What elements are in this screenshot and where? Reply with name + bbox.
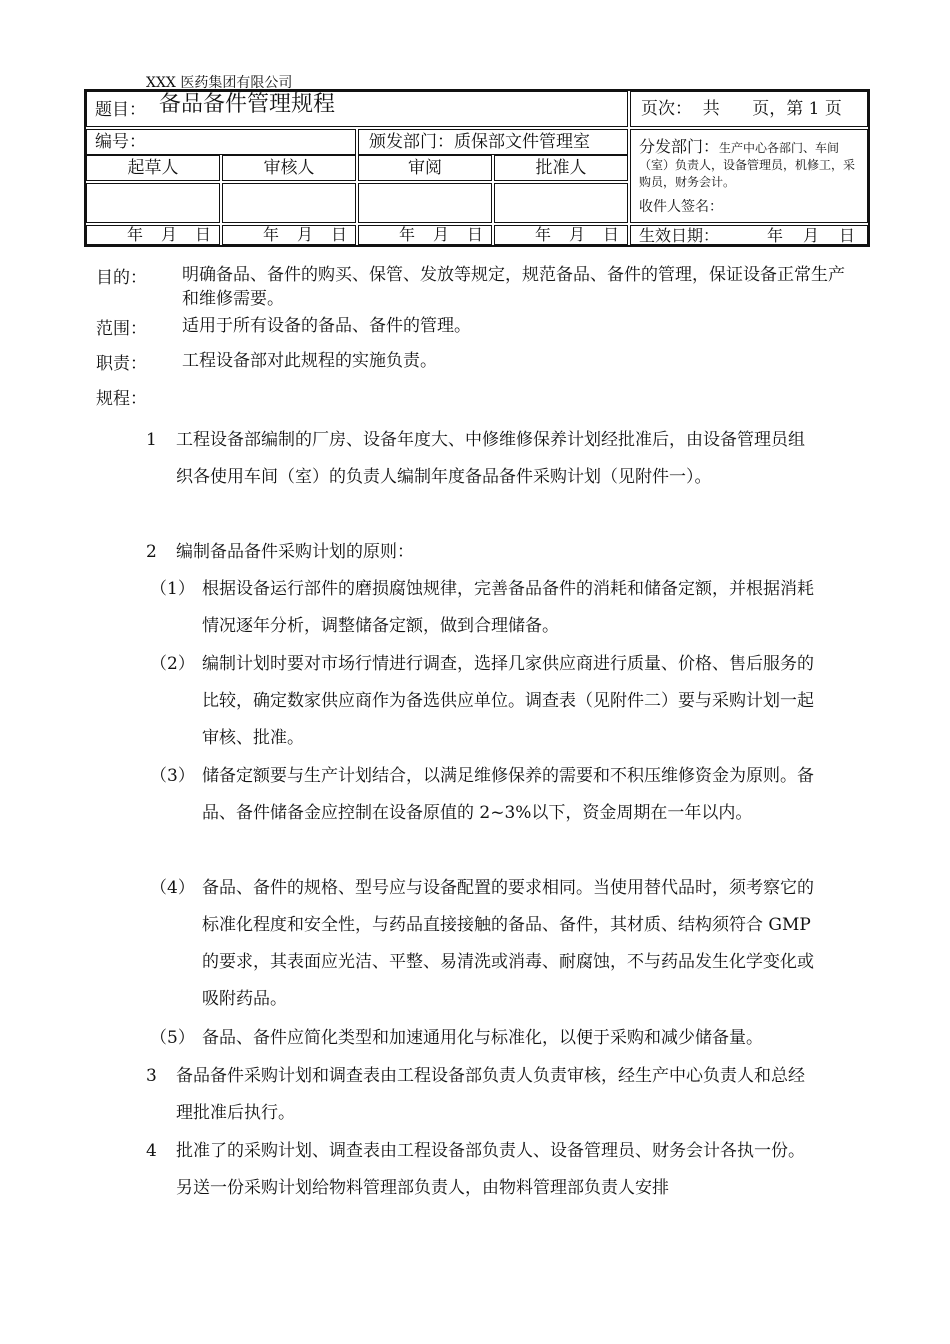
approver-signature [494,183,628,223]
item-number: 4 [146,1141,157,1161]
item-number: （5） [150,1028,195,1048]
scope-text: 适用于所有设备的备品、备件的管理。 [182,316,471,336]
distribution-list: 生产中心各部门、车间（室）负责人，设备管理员，机修工，采购员，财务会计。 [639,141,856,189]
issuing-dept: 颁发部门：质保部文件管理室 [369,132,590,152]
role-inspector: 审阅 [358,155,492,181]
item-text: 编制计划时要对市场行情进行调查，选择几家供应商进行质量、价格、售后服务的比较，确定数家供应商作为备选供应单位。调查表（见附件二）要与采购计划一起审核、批准。 [202,654,814,748]
drafter-signature [86,183,220,223]
title-cell [86,91,628,127]
reviewer-date: 年 月 日 [222,225,356,245]
item-text: 备品、备件应简化类型和加速通用化与标准化，以便于采购和减少储备量。 [202,1028,763,1048]
item-text: 批准了的采购计划、调查表由工程设备部负责人、设备管理员、财务会计各执一份。另送一份采购计划给物料管理部负责人，由物料管理部负责人安排 [176,1141,805,1198]
company-name: XXX 医药集团有限公司 [146,75,293,91]
duty-label: 职责： [96,354,147,374]
scope-label: 范围： [96,319,147,339]
title-label: 题目： [95,100,146,120]
issuing-dept-cell [358,129,628,155]
item-number: （2） [150,654,195,674]
document-title: 备品备件管理规程 [159,92,336,117]
purpose-label: 目的： [96,268,147,288]
item-text: 备品备件采购计划和调查表由工程设备部负责人负责审核，经生产中心负责人和总经理批准后执行。 [176,1066,805,1123]
item-text: 根据设备运行部件的磨损腐蚀规律，完善备品备件的消耗和储备定额，并根据消耗情况逐年分析，调整储备定额，做到合理储备。 [202,579,814,636]
effective-date-cell: 生效日期： 年 月 日 [630,225,868,245]
receiver-sign-label: 收件人签名： [639,199,723,215]
item-number: 1 [146,430,157,450]
number-label: 编号： [95,132,146,152]
distribution-cell [630,129,868,223]
purpose-section [0,263,950,313]
item-text: 储备定额要与生产计划结合，以满足维修保养的需要和不积压维修资金为原则。备品、备件储备金应控制在设备原值的 2~3%以下，资金周期在一年以内。 [202,766,814,823]
distribution-label: 分发部门： [639,137,720,156]
effective-date-label: 生效日期： [639,226,720,245]
item-text: 编制备品备件采购计划的原则： [176,542,414,562]
item-number: （1） [150,579,195,599]
procedure-section [0,384,950,410]
page-info-cell [630,91,868,127]
purpose-text: 明确备品、备件的购买、保管、发放等规定，规范备品、备件的管理，保证设备正常生产和维修需要。 [182,265,845,309]
role-approver: 批准人 [494,155,628,181]
inspector-signature [358,183,492,223]
drafter-date: 年 月 日 [86,225,220,245]
duty-section [0,349,950,375]
duty-text: 工程设备部对此规程的实施负责。 [182,351,437,371]
number-cell [86,129,356,155]
item-number: 3 [146,1066,157,1086]
reviewer-signature [222,183,356,223]
inspector-date: 年 月 日 [358,225,492,245]
page-info: 页次： 共 页，第 1 页 [641,99,842,119]
item-number: （3） [150,766,195,786]
procedure-label: 规程： [96,389,147,409]
item-number: （4） [150,878,195,898]
item-text: 备品、备件的规格、型号应与设备配置的要求相同。当使用替代品时，须考察它的标准化程度和安全性，与药品直接接触的备品、备件，其材质、结构须符合 GMP 的要求，其表面应光洁、平整、易清洗或消毒、耐腐蚀，不与药品发生化学变化或吸附药品。 [202,878,814,1009]
scope-section [0,314,950,340]
role-reviewer: 审核人 [222,155,356,181]
role-drafter: 起草人 [86,155,220,181]
item-number: 2 [146,542,157,562]
approver-date: 年 月 日 [494,225,628,245]
item-text: 工程设备部编制的厂房、设备年度大、中修维修保养计划经批准后，由设备管理员组织各使用车间（室）的负责人编制年度备品备件采购计划（见附件一）。 [176,430,805,487]
document-header-table [84,89,870,247]
